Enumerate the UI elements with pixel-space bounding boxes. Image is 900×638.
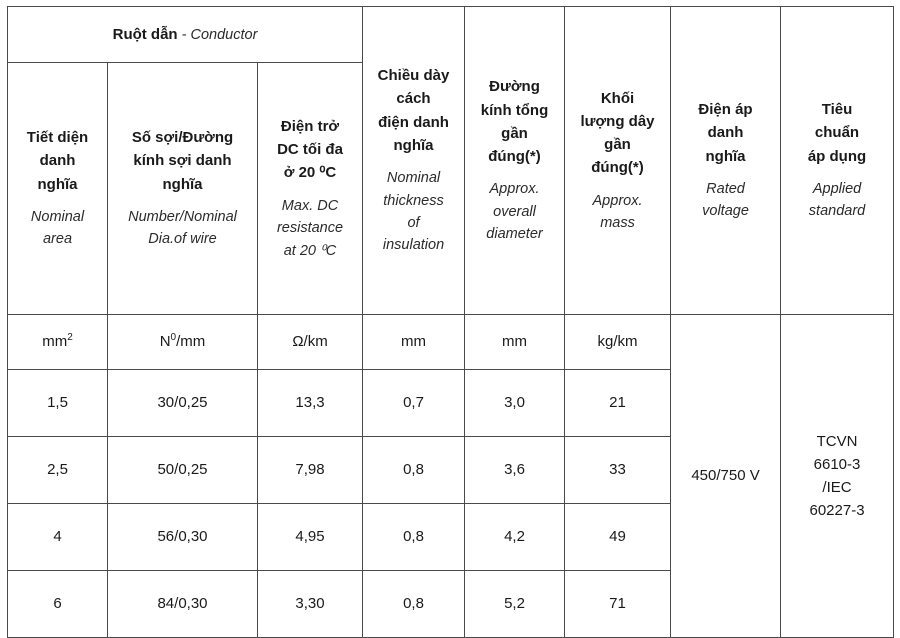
cell-nominal-area: 2,5 (8, 437, 108, 504)
conductor-group-header (8, 7, 363, 63)
cell-dc-resistance: 13,3 (258, 370, 363, 437)
header-nominal-area-en-1: Nominal (30, 208, 85, 225)
header-dc-resistance-en-1: Max. DC (281, 197, 339, 214)
header-overall-diameter-vi-2: kính tổng (480, 101, 549, 119)
header-insulation-thickness-vi-3: điện danh (378, 113, 449, 131)
header-applied-standard (781, 7, 894, 315)
header-overall-diameter (465, 7, 565, 315)
cell-insulation-thickness: 0,8 (363, 437, 465, 504)
spacer (787, 168, 887, 178)
header-overall-diameter-vi-3: gần (501, 124, 528, 142)
unit-number-dia-wire-base: N (159, 333, 171, 351)
unit-insulation-thickness: mm (363, 315, 465, 370)
header-rated-voltage-vi-3: nghĩa (705, 147, 746, 165)
cell-number-dia-wire: 84/0,30 (108, 571, 258, 638)
unit-number-dia-wire-tail: /mm (176, 333, 206, 351)
conductor-group-header-sep: - (177, 26, 191, 43)
header-approx-mass-en-2: mass (600, 215, 635, 231)
header-rated-voltage (671, 7, 781, 315)
value-applied-standard-line-2: 6610-3 (813, 455, 861, 473)
spacer (114, 196, 251, 206)
cell-approx-mass: 49 (565, 504, 671, 571)
header-overall-diameter-en-3: diameter (486, 226, 543, 243)
header-nominal-area-en-2: area (42, 231, 73, 248)
spacer (677, 168, 774, 178)
unit-dc-resistance: Ω/km (258, 315, 363, 370)
value-applied-standard-line-1: TCVN (816, 432, 858, 450)
unit-nominal-area-sup: 2 (67, 332, 73, 344)
header-overall-diameter-en-1: Approx. (489, 181, 540, 198)
header-insulation-thickness-vi-1: Chiều dày (377, 67, 450, 85)
cell-dc-resistance: 4,95 (258, 504, 363, 571)
header-overall-diameter-en-2: overall (493, 203, 536, 220)
cell-insulation-thickness: 0,7 (363, 370, 465, 437)
spacer (14, 196, 101, 206)
cable-specification-table (7, 6, 894, 638)
cell-dc-resistance: 7,98 (258, 437, 363, 504)
cell-number-dia-wire: 56/0,30 (108, 504, 258, 571)
header-approx-mass-vi-3: gần (604, 136, 631, 154)
spacer (264, 185, 356, 195)
table-group-header-row (8, 7, 894, 63)
header-insulation-thickness-vi-4: nghĩa (393, 136, 434, 154)
cell-overall-diameter: 3,0 (465, 370, 565, 437)
unit-number-dia-wire (108, 315, 258, 370)
cell-nominal-area: 1,5 (8, 370, 108, 437)
cell-overall-diameter: 3,6 (465, 437, 565, 504)
header-number-dia-wire-en-2: Dia.of wire (148, 231, 217, 248)
cell-nominal-area: 6 (8, 571, 108, 638)
cell-approx-mass: 33 (565, 437, 671, 504)
header-dc-resistance-vi-1: Điện trở (280, 117, 340, 135)
value-applied-standard-line-4: 60227-3 (809, 502, 865, 520)
header-insulation-thickness-en-4: insulation (382, 237, 445, 254)
header-dc-resistance-en-2: resistance (276, 220, 344, 237)
header-dc-resistance-vi-3: ở 20 ⁰C (283, 164, 337, 182)
header-dc-resistance-en-3: at 20 ⁰C (283, 242, 337, 259)
unit-number-dia-wire-sup: 0 (170, 332, 177, 344)
header-nominal-area-vi-1: Tiết diện (26, 129, 89, 147)
header-number-dia-wire-en-1: Number/Nominal (128, 208, 237, 225)
cell-number-dia-wire: 50/0,25 (108, 437, 258, 504)
value-rated-voltage: 450/750 V (671, 315, 781, 638)
header-rated-voltage-en-1: Rated (706, 180, 745, 197)
unit-overall-diameter: mm (465, 315, 565, 370)
header-nominal-area-vi-3: nghĩa (37, 175, 78, 193)
header-insulation-thickness-vi-2: cách (396, 90, 431, 108)
header-applied-standard-en-2: standard (808, 203, 866, 220)
header-overall-diameter-vi-1: Đường (489, 78, 540, 96)
value-applied-standard-line-3: /IEC (822, 479, 852, 496)
cell-number-dia-wire: 30/0,25 (108, 370, 258, 437)
table-units-row (8, 315, 894, 370)
spacer (471, 168, 558, 178)
header-approx-mass-en-1: Approx. (592, 192, 643, 209)
header-dc-resistance (258, 63, 363, 315)
header-approx-mass (565, 7, 671, 315)
header-dc-resistance-vi-2: DC tối đa (277, 141, 343, 159)
header-approx-mass-vi-2: lượng dây (580, 112, 655, 130)
header-approx-mass-vi-4: đúng(*) (591, 159, 644, 177)
conductor-group-header-en: Conductor (190, 26, 258, 43)
header-applied-standard-vi-2: chuẩn (814, 124, 860, 142)
header-rated-voltage-vi-2: danh (707, 124, 744, 142)
unit-nominal-area (8, 315, 108, 370)
header-approx-mass-vi-1: Khối (600, 89, 635, 107)
header-overall-diameter-vi-4: đúng(*) (488, 148, 541, 166)
header-number-dia-wire-vi-3: nghĩa (162, 175, 203, 193)
unit-approx-mass: kg/km (565, 315, 671, 370)
unit-nominal-area-base: mm (42, 333, 68, 351)
header-number-dia-wire-vi-2: kính sợi danh (133, 152, 232, 170)
header-applied-standard-en-1: Applied (812, 180, 862, 197)
header-insulation-thickness-en-2: thickness (383, 192, 444, 209)
header-rated-voltage-vi-1: Điện áp (698, 101, 753, 119)
header-applied-standard-vi-1: Tiêu (821, 101, 853, 119)
header-number-dia-wire (108, 63, 258, 315)
header-insulation-thickness (363, 7, 465, 315)
header-nominal-area-vi-2: danh (39, 152, 76, 170)
header-insulation-thickness-en-3: of (407, 215, 420, 231)
spacer (571, 180, 664, 190)
cell-approx-mass: 71 (565, 571, 671, 638)
header-nominal-area (8, 63, 108, 315)
cell-insulation-thickness: 0,8 (363, 504, 465, 571)
header-number-dia-wire-vi-1: Số sợi/Đường (131, 129, 234, 147)
header-insulation-thickness-en-1: Nominal (386, 170, 441, 187)
cell-approx-mass: 21 (565, 370, 671, 437)
cell-insulation-thickness: 0,8 (363, 571, 465, 638)
spec-table-page (0, 6, 900, 621)
header-rated-voltage-en-2: voltage (702, 203, 749, 220)
header-applied-standard-vi-3: áp dụng (807, 147, 867, 165)
cell-overall-diameter: 5,2 (465, 571, 565, 638)
cell-dc-resistance: 3,30 (258, 571, 363, 638)
value-applied-standard (781, 315, 894, 638)
cell-overall-diameter: 4,2 (465, 504, 565, 571)
cell-nominal-area: 4 (8, 504, 108, 571)
spacer (369, 157, 458, 167)
conductor-group-header-vi: Ruột dẫn (112, 25, 178, 43)
